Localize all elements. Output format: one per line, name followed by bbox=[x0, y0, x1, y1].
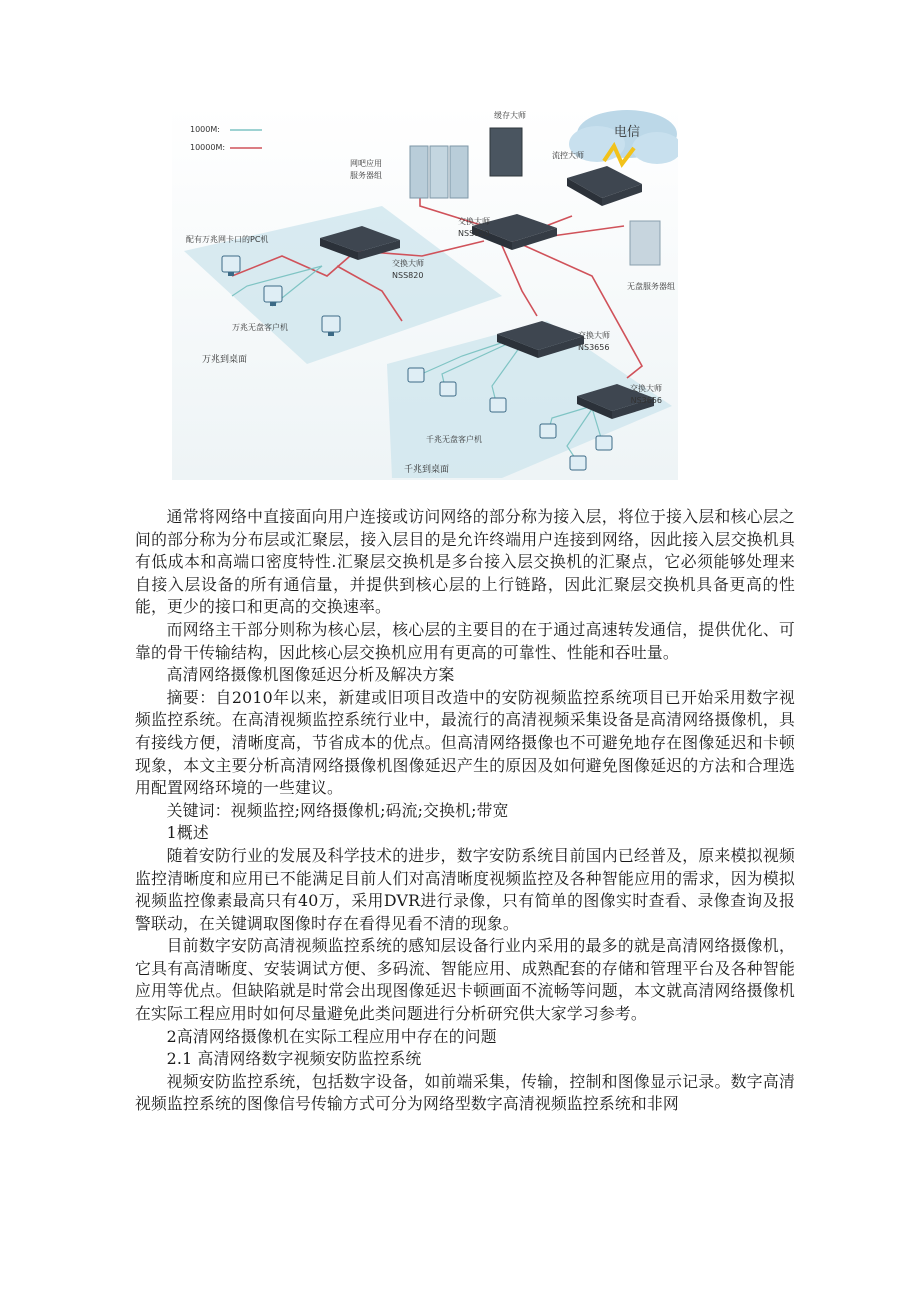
section-heading-overview: 1概述 bbox=[166, 823, 209, 843]
keywords: 关键词：视频监控;网络摄像机;码流;交换机;带宽 bbox=[166, 800, 509, 820]
paragraph-overview-2: 目前数字安防高清视频监控系统的感知层设备行业内采用的最多的就是高清网络摄像机，它具有高清晰度、安装调试方便、多码流、智能应用、成熟配套的存储和管理平台及各种智能应用等优点。但缺陷就是时常会出现图像延迟卡顿画面不流畅等问题，本文就高清网络摄像机在实际工程应用时如何尽量避免此类问题进行分析研究供大家学习参考。 bbox=[135, 936, 795, 1024]
netbar-server-label-2: 服务器组 bbox=[350, 171, 382, 180]
article-title: 高清网络摄像机图像延迟分析及解决方案 bbox=[166, 665, 455, 685]
left-switch-label: 交换大师 bbox=[392, 259, 424, 268]
client-1g-label: 千兆无盘客户机 bbox=[426, 435, 482, 444]
client-10g-label: 万兆无盘客户机 bbox=[232, 323, 288, 332]
paragraph-core-layer: 而网络主干部分则称为核心层，核心层的主要目的在于通过高速转发通信，提供优化、可靠的骨干传输结构，因此核心层交换机应用有更高的可靠性、性能和吞吐量。 bbox=[135, 619, 795, 662]
core-switch-model: NSS820 bbox=[458, 229, 490, 238]
telecom-label: 电信 bbox=[613, 125, 640, 140]
monitor-icon bbox=[540, 424, 556, 438]
paragraph-2-1: 视频安防监控系统，包括数字设备，如前端采集，传输，控制和图像显示记录。数字高清视频监控系统的图像信号传输方式可分为网络型数字高清视频监控系统和非网 bbox=[135, 1071, 795, 1114]
network-diagram bbox=[172, 106, 678, 480]
article-body bbox=[135, 506, 795, 1116]
monitor-icon bbox=[440, 382, 456, 396]
section-heading-problems: 2高清网络摄像机在实际工程应用中存在的问题 bbox=[166, 1026, 497, 1046]
zone-10g-label: 万兆到桌面 bbox=[202, 355, 248, 365]
netbar-server-label: 网吧应用 bbox=[350, 159, 382, 168]
network-diagram-svg bbox=[172, 106, 678, 480]
cache-server bbox=[490, 110, 526, 176]
monitor-icon bbox=[570, 456, 586, 470]
cache-server-label: 缓存大师 bbox=[494, 111, 526, 120]
legend-10000m-label: 10000M: bbox=[190, 143, 226, 152]
mid-switch-label: 交换大师 bbox=[578, 331, 610, 340]
zone-1g-label: 千兆到桌面 bbox=[404, 465, 450, 475]
left-switch-model: NSS820 bbox=[392, 271, 424, 280]
paragraph-access-layer: 通常将网络中直接面向用户连接或访问网络的部分称为接入层，将位于接入层和核心层之间的部分称为分布层或汇聚层，接入层目的是允许终端用户连接到网络，因此接入层交换机具有低成本和高端口密度特性.汇聚层交换机是多台接入层交换机的汇聚点，它必须能够处理来自接入层设备的所有通信量，并提供到核心层的上行链路，因此汇聚层交换机具备更高的性能，更少的接口和更高的交换速率。 bbox=[135, 507, 795, 617]
pc-10g-label: 配有万兆网卡口的PC机 bbox=[186, 235, 269, 244]
paragraph-overview-1: 随着安防行业的发展及科学技术的进步，数字安防系统目前国内已经普及，原来模拟视频监控清晰度和应用已不能满足目前人们对高清晰度视频监控及各种智能应用的需求，因为模拟视频监控像素最高只有40万，采用DVR进行录像，只有简单的图像实时查看、录像查询及报警联动，在关键调取图像时存在看得见看不清的现象。 bbox=[135, 845, 795, 933]
monitor-icon bbox=[490, 398, 506, 412]
mid-switch-model: NS3656 bbox=[578, 343, 610, 352]
diskless-server-label: 无盘服务器组 bbox=[627, 282, 675, 291]
subsection-heading-2-1: 2.1 高清网络数字视频安防监控系统 bbox=[166, 1049, 422, 1069]
legend-1000m-label: 1000M: bbox=[190, 125, 220, 134]
monitor-icon bbox=[596, 436, 612, 450]
right-switch-model: NS3656 bbox=[630, 396, 662, 405]
flow-control-label: 流控大师 bbox=[552, 151, 584, 160]
monitor-icon bbox=[408, 368, 424, 382]
core-switch-label: 交换大师 bbox=[458, 217, 490, 226]
right-switch-label: 交换大师 bbox=[630, 384, 662, 393]
abstract: 摘要：自2010年以来，新建或旧项目改造中的安防视频监控系统项目已开始采用数字视频监控系统。在高清视频监控系统行业中，最流行的高清视频采集设备是高清网络摄像机，具有接线方便，清晰度高，节省成本的优点。但高清网络摄像也不可避免地存在图像延迟和卡顿现象，本文主要分析高清网络摄像机图像延迟产生的原因及如何避免图像延迟的方法和合理选用配置网络环境的一些建议。 bbox=[135, 687, 795, 798]
